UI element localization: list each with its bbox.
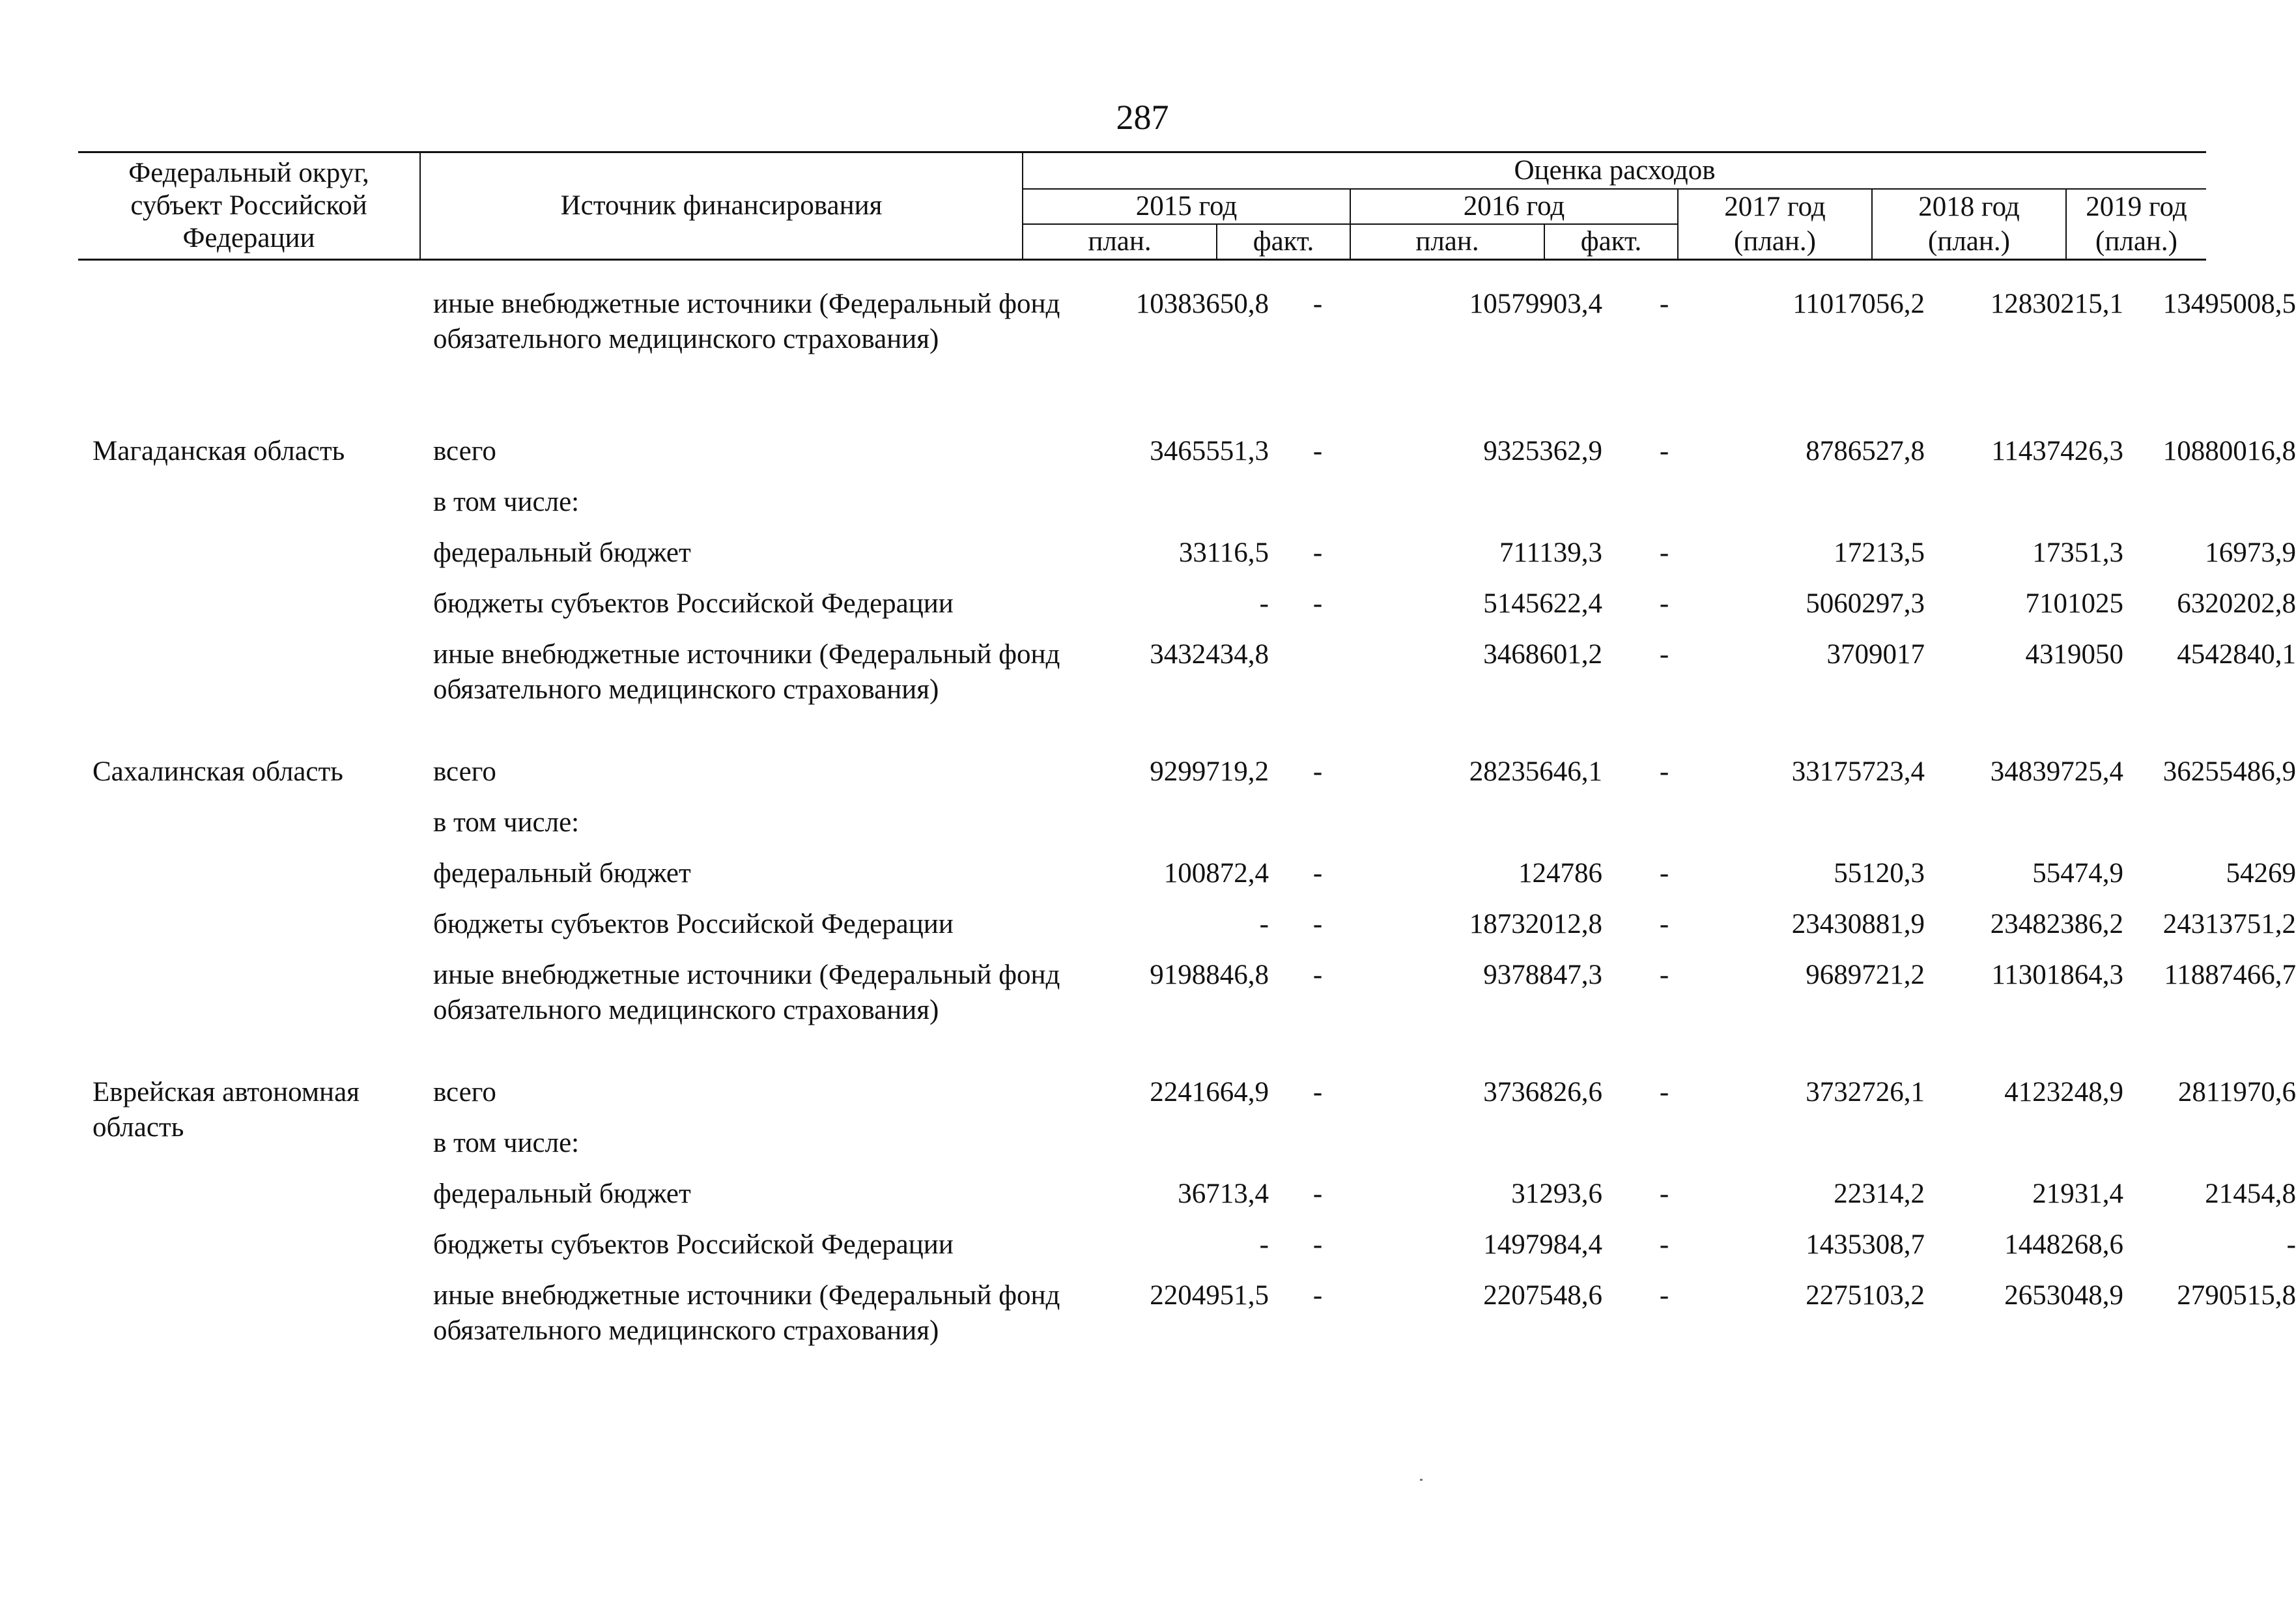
value-2017-plan: 5060297,3 <box>1806 588 1925 619</box>
scan-speck <box>1420 1479 1423 1481</box>
value-2017-plan: 2275103,2 <box>1806 1280 1925 1311</box>
row-subject: Магаданская область <box>92 436 345 466</box>
value-2017-plan: 22314,2 <box>1834 1179 1925 1209</box>
value-2016-fact: - <box>1659 588 1669 619</box>
row-source: в том числе: <box>433 487 580 517</box>
value-2016-fact: - <box>1659 756 1669 787</box>
header-2019-plan: (план.) <box>2066 224 2206 260</box>
value-2018-plan: 11437426,3 <box>1991 436 2123 466</box>
header-year-2018: 2018 год <box>1872 189 2066 224</box>
row-source: в том числе: <box>433 807 580 838</box>
value-2015-plan: 36713,4 <box>1178 1179 1269 1209</box>
row-source: иные внебюджетные источники (Федеральный фонд обязательного медицинского страхования) <box>433 289 1060 354</box>
value-2016-plan: 124786 <box>1518 858 1602 889</box>
value-2015-plan: 3432434,8 <box>1150 639 1269 670</box>
value-2015-plan: 3465551,3 <box>1150 436 1269 466</box>
row-source: всего <box>433 756 496 787</box>
header-year-2016: 2016 год <box>1350 189 1678 224</box>
header-year-2015: 2015 год <box>1023 189 1350 224</box>
value-2016-fact: - <box>1659 1229 1669 1260</box>
value-2015-fact: - <box>1312 756 1323 787</box>
value-2017-plan: 23430881,9 <box>1791 909 1925 939</box>
value-2018-plan: 21931,4 <box>2032 1179 2123 1209</box>
value-2015-plan: 9198846,8 <box>1150 960 1269 990</box>
value-2016-fact: - <box>1659 909 1669 939</box>
header-2017-plan: (план.) <box>1678 224 1872 260</box>
value-2016-plan: 711139,3 <box>1499 537 1602 568</box>
row-source: иные внебюджетные источники (Федеральный фонд обязательного медицинского страхования) <box>433 639 1060 705</box>
row-source: федеральный бюджет <box>433 1179 691 1209</box>
value-2019-plan: 21454,8 <box>2205 1179 2296 1209</box>
value-2017-plan: 3732726,1 <box>1806 1077 1925 1108</box>
row-source: федеральный бюджет <box>433 858 691 889</box>
value-2019-plan: 10880016,8 <box>2162 436 2296 466</box>
header-2015-fact: факт. <box>1217 224 1350 260</box>
value-2018-plan: 34839725,4 <box>1990 756 2123 787</box>
value-2015-plan: 2241664,9 <box>1150 1077 1269 1108</box>
value-2019-plan: 6320202,8 <box>2177 588 2296 619</box>
row-source: иные внебюджетные источники (Федеральный фонд обязательного медицинского страхования) <box>433 960 1060 1025</box>
value-2015-fact: - <box>1312 1280 1323 1311</box>
row-source: бюджеты субъектов Российской Федерации <box>433 588 954 619</box>
value-2015-fact: - <box>1312 588 1323 619</box>
value-2016-plan: 28235646,1 <box>1469 756 1602 787</box>
value-2016-plan: 3468601,2 <box>1483 639 1602 670</box>
value-2018-plan: 23482386,2 <box>1990 909 2123 939</box>
row-subject: Еврейская автономная область <box>92 1077 360 1143</box>
value-2018-plan: 55474,9 <box>2032 858 2123 889</box>
value-2015-fact: - <box>1312 436 1323 466</box>
value-2015-fact: - <box>1312 858 1323 889</box>
value-2015-fact: - <box>1312 1229 1323 1260</box>
value-2016-fact: - <box>1659 1179 1669 1209</box>
row-source: федеральный бюджет <box>433 537 691 568</box>
value-2016-fact: - <box>1659 858 1669 889</box>
value-2015-fact: - <box>1312 1179 1323 1209</box>
value-2015-plan: - <box>1259 909 1269 939</box>
value-2015-fact: - <box>1312 960 1323 990</box>
value-2018-plan: 1448268,6 <box>2004 1229 2123 1260</box>
row-source: в том числе: <box>433 1128 580 1158</box>
value-2016-plan: 9325362,9 <box>1483 436 1602 466</box>
value-2018-plan: 4123248,9 <box>2004 1077 2123 1108</box>
value-2016-fact: - <box>1659 1077 1669 1108</box>
value-2015-plan: - <box>1259 1229 1269 1260</box>
row-source: бюджеты субъектов Российской Федерации <box>433 909 954 939</box>
value-2016-plan: 10579903,4 <box>1469 289 1602 319</box>
value-2016-fact: - <box>1659 537 1669 568</box>
value-2016-plan: 1497984,4 <box>1483 1229 1602 1260</box>
header-year-2019: 2019 год <box>2066 189 2206 224</box>
value-2018-plan: 11301864,3 <box>1991 960 2123 990</box>
value-2016-fact: - <box>1659 289 1669 319</box>
header-subject: Федеральный округ, субъект Российской Федерации <box>78 152 420 260</box>
value-2019-plan: 11887466,7 <box>2164 960 2296 990</box>
value-2016-plan: 5145622,4 <box>1483 588 1602 619</box>
value-2017-plan: 9689721,2 <box>1806 960 1925 990</box>
table-header <box>78 151 2206 261</box>
value-2019-plan: 2790515,8 <box>2177 1280 2296 1311</box>
header-2018-plan: (план.) <box>1872 224 2066 260</box>
value-2015-plan: 2204951,5 <box>1150 1280 1269 1311</box>
value-2019-plan: 4542840,1 <box>2177 639 2296 670</box>
header-estimate: Оценка расходов <box>1023 152 2206 190</box>
value-2017-plan: 11017056,2 <box>1793 289 1925 319</box>
value-2018-plan: 7101025 <box>2025 588 2123 619</box>
row-source: бюджеты субъектов Российской Федерации <box>433 1229 954 1260</box>
value-2017-plan: 17213,5 <box>1834 537 1925 568</box>
value-2015-fact: - <box>1312 1077 1323 1108</box>
row-source: иные внебюджетные источники (Федеральный фонд обязательного медицинского страхования) <box>433 1280 1060 1346</box>
value-2017-plan: 33175723,4 <box>1791 756 1925 787</box>
value-2018-plan: 17351,3 <box>2032 537 2123 568</box>
value-2018-plan: 4319050 <box>2025 639 2123 670</box>
value-2016-fact: - <box>1659 1280 1669 1311</box>
value-2019-plan: 36255486,9 <box>2162 756 2296 787</box>
value-2016-fact: - <box>1659 960 1669 990</box>
value-2015-fact: - <box>1312 537 1323 568</box>
value-2015-fact: - <box>1312 289 1323 319</box>
value-2017-plan: 55120,3 <box>1834 858 1925 889</box>
value-2016-fact: - <box>1659 436 1669 466</box>
value-2016-plan: 3736826,6 <box>1483 1077 1602 1108</box>
value-2019-plan: - <box>2286 1229 2296 1260</box>
page-number: 287 <box>1116 98 1169 137</box>
value-2015-plan: 9299719,2 <box>1150 756 1269 787</box>
value-2019-plan: 13495008,5 <box>2162 289 2296 319</box>
value-2015-plan: 10383650,8 <box>1135 289 1269 319</box>
value-2016-plan: 9378847,3 <box>1483 960 1602 990</box>
value-2017-plan: 8786527,8 <box>1806 436 1925 466</box>
value-2019-plan: 2811970,6 <box>2177 1077 2296 1108</box>
value-2016-fact: - <box>1659 639 1669 670</box>
value-2015-plan: 100872,4 <box>1163 858 1269 889</box>
value-2019-plan: 24313751,2 <box>2162 909 2296 939</box>
value-2016-plan: 31293,6 <box>1511 1179 1602 1209</box>
row-subject: Сахалинская область <box>92 756 343 787</box>
value-2019-plan: 54269 <box>2226 858 2296 889</box>
row-source: всего <box>433 1077 496 1108</box>
value-2017-plan: 3709017 <box>1826 639 1925 670</box>
value-2019-plan: 16973,9 <box>2205 537 2296 568</box>
value-2018-plan: 2653048,9 <box>2004 1280 2123 1311</box>
value-2016-plan: 18732012,8 <box>1469 909 1602 939</box>
row-source: всего <box>433 436 496 466</box>
header-year-2017: 2017 год <box>1678 189 1872 224</box>
value-2015-plan: - <box>1259 588 1269 619</box>
value-2015-fact: - <box>1312 909 1323 939</box>
value-2015-plan: 33116,5 <box>1178 537 1269 568</box>
header-2016-fact: факт. <box>1544 224 1678 260</box>
value-2016-plan: 2207548,6 <box>1483 1280 1602 1311</box>
value-2017-plan: 1435308,7 <box>1806 1229 1925 1260</box>
header-source: Источник финансирования <box>420 152 1023 260</box>
header-2016-plan: план. <box>1350 224 1544 260</box>
value-2018-plan: 12830215,1 <box>1990 289 2123 319</box>
header-2015-plan: план. <box>1023 224 1217 260</box>
